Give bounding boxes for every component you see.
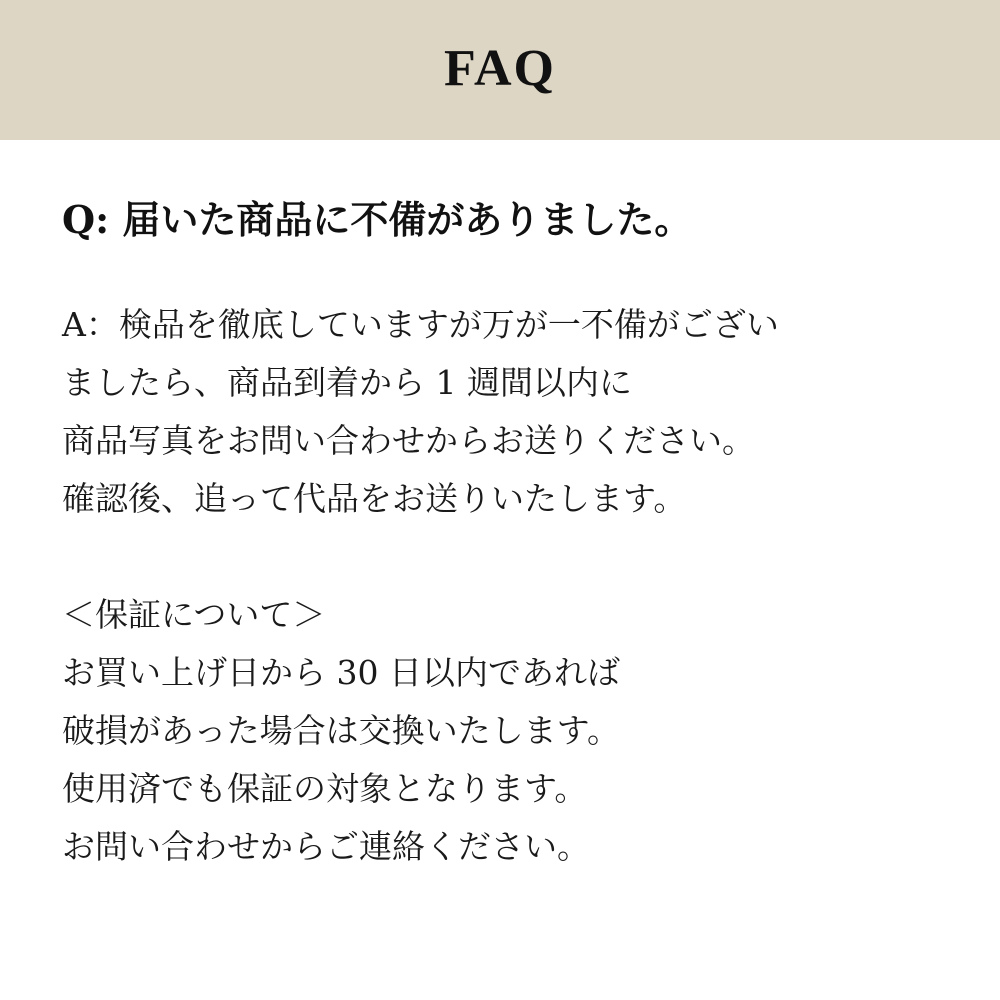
warranty-line: 使用済でも保証の対象となります。 [62, 769, 588, 808]
answer-line: 商品写真をお問い合わせからお送りください。 [62, 421, 755, 460]
warranty-line: お買い上げ日から 30 日以内であれば [62, 653, 620, 692]
paragraph-gap [62, 528, 972, 586]
faq-header [0, 0, 1000, 140]
page-title: FAQ [444, 39, 556, 97]
answer-line: A：検品を徹底していますが万が一不備がござい [62, 305, 779, 344]
warranty-line: お問い合わせからご連絡ください。 [62, 827, 590, 866]
faq-question: Q: 届いた商品に不備がありました。 [62, 197, 693, 242]
answer-line: 確認後、追って代品をお送りいたします。 [62, 479, 687, 518]
answer-line: ましたら、商品到着から 1 週間以内に [62, 363, 632, 402]
faq-answer [62, 296, 972, 876]
warranty-line: 破損があった場合は交換いたします。 [62, 711, 621, 750]
warranty-heading: ＜保証について＞ [62, 595, 326, 634]
